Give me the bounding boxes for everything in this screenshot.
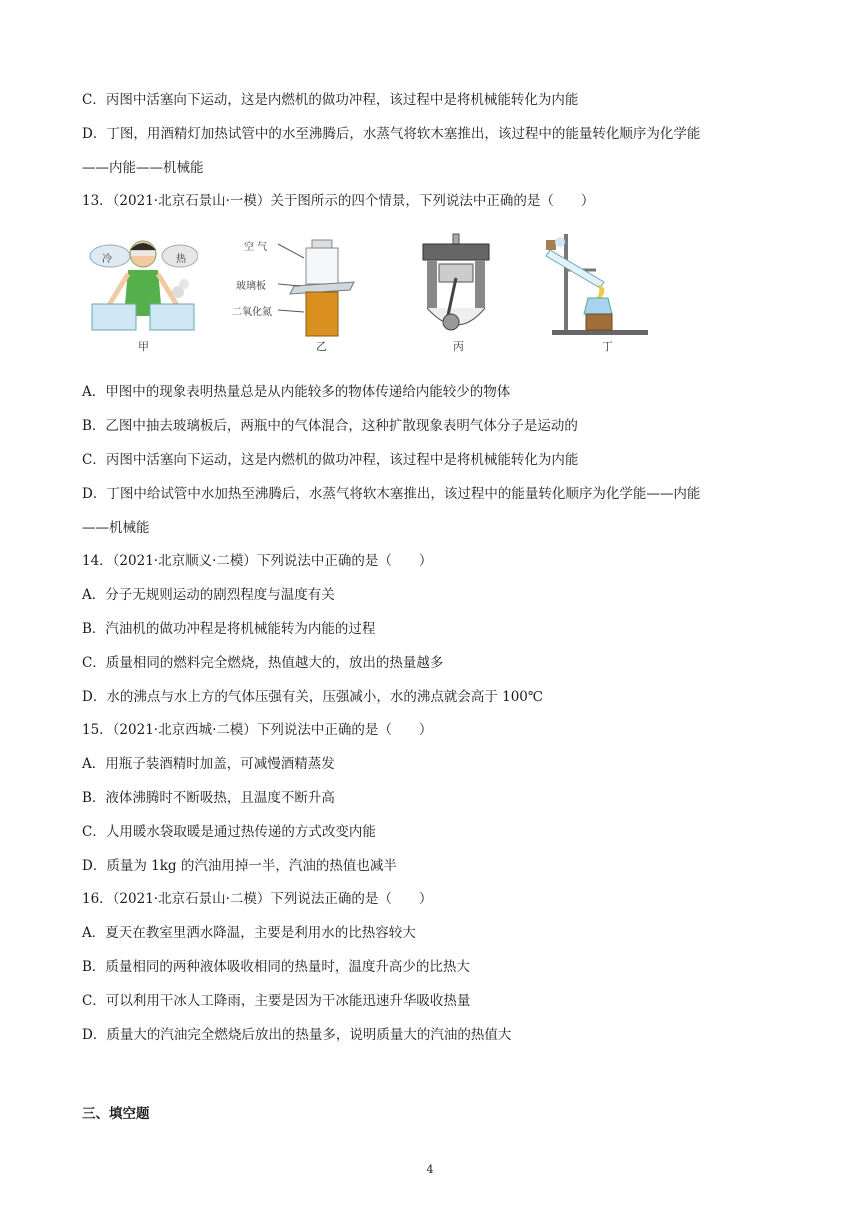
- figure-jia: [88, 232, 198, 352]
- page-number: 4: [426, 1163, 434, 1176]
- q13-stem: 13．（2021·北京石景山·一模）关于图所示的四个情景，下列说法中正确的是（ ）: [82, 193, 595, 209]
- test-tube-heating-illustration: [542, 232, 652, 344]
- caption-ding: 丁: [602, 340, 613, 353]
- q15-option-b: B．液体沸腾时不断吸热，且温度不断升高: [82, 790, 335, 806]
- figure-bing: [417, 232, 497, 352]
- q13-option-d: D．丁图中给试管中水加热至沸腾后，水蒸气将软木塞推出，该过程中的能量转化顺序为化学能——内能: [82, 486, 701, 502]
- q14-option-b: B．汽油机的做功冲程是将机械能转为内能的过程: [82, 621, 376, 637]
- person-water-basins-illustration: [88, 232, 198, 344]
- q15-option-a: A．用瓶子装酒精时加盖，可减慢酒精蒸发: [82, 756, 335, 772]
- figure-ding: [542, 232, 652, 352]
- q16-stem: 16．（2021·北京石景山·二模）下列说法正确的是（ ）: [82, 891, 433, 907]
- caption-jia: 甲: [138, 340, 149, 353]
- caption-yi: 乙: [316, 340, 327, 353]
- caption-bing: 丙: [453, 340, 464, 353]
- cold-label: 冷: [102, 254, 112, 265]
- q15-option-c: C．人用暖水袋取暖是通过热传递的方式改变内能: [82, 824, 376, 840]
- glass-plate-label: 玻璃板: [236, 281, 266, 292]
- engine-cylinder-illustration: [417, 232, 497, 344]
- q13-option-d-cont: ——机械能: [82, 520, 150, 536]
- q14-option-d: D．水的沸点与水上方的气体压强有关，压强减小，水的沸点就会高于 100℃: [82, 689, 543, 705]
- q13-figure: [82, 232, 682, 352]
- q15-option-d: D．质量为 1kg 的汽油用掉一半，汽油的热值也减半: [82, 858, 397, 874]
- q12-option-c: C．丙图中活塞向下运动，这是内燃机的做功冲程，该过程中是将机械能转化为内能: [82, 92, 579, 108]
- q13-option-b: B．乙图中抽去玻璃板后，两瓶中的气体混合，这种扩散现象表明气体分子是运动的: [82, 418, 578, 434]
- q15-stem: 15．（2021·北京西城·二模）下列说法中正确的是（ ）: [82, 722, 433, 738]
- q13-option-c: C．丙图中活塞向下运动，这是内燃机的做功冲程，该过程中是将机械能转化为内能: [82, 452, 579, 468]
- q16-option-a: A．夏天在教室里洒水降温，主要是利用水的比热容较大: [82, 925, 416, 941]
- no2-label: 二氧化氮: [232, 307, 272, 318]
- figure-yi: [232, 232, 372, 353]
- q16-option-d: D．质量大的汽油完全燃烧后放出的热量多，说明质量大的汽油的热值大: [82, 1027, 512, 1043]
- hot-label: 热: [176, 254, 186, 265]
- q16-option-b: B．质量相同的两种液体吸收相同的热量时，温度升高少的比热大: [82, 959, 470, 975]
- q13-option-a: A．甲图中的现象表明热量总是从内能较多的物体传递给内能较少的物体: [82, 384, 511, 400]
- q14-option-a: A．分子无规则运动的剧烈程度与温度有关: [82, 587, 335, 603]
- section-title: 三、填空题: [82, 1106, 150, 1122]
- q12-option-d-cont: ——内能——机械能: [82, 160, 204, 176]
- q16-option-c: C．可以利用干冰人工降雨，主要是因为干冰能迅速升华吸收热量: [82, 993, 471, 1009]
- q12-option-d: D．丁图，用酒精灯加热试管中的水至沸腾后，水蒸气将软木塞推出，该过程中的能量转化顺序为化学能: [82, 126, 701, 142]
- q14-option-c: C．质量相同的燃料完全燃烧，热值越大的，放出的热量越多: [82, 655, 444, 671]
- air-label: 空 气: [244, 242, 268, 253]
- q14-stem: 14．（2021·北京顺义·二模）下列说法中正确的是（ ）: [82, 553, 433, 569]
